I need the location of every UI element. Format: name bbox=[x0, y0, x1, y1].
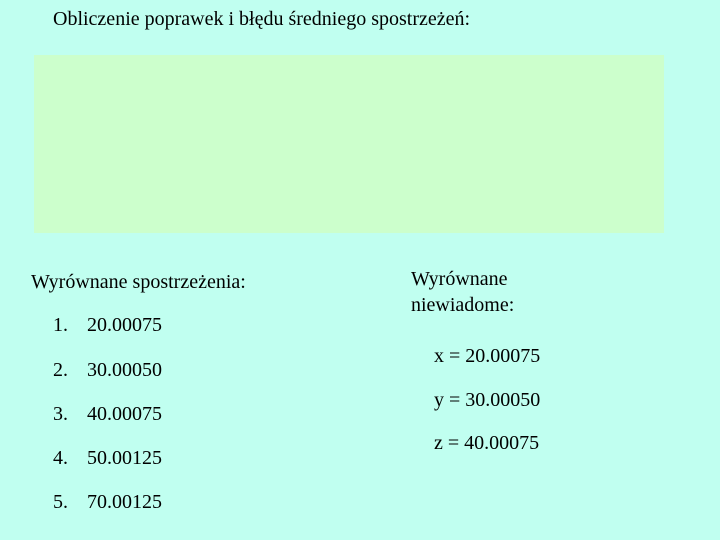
observation-value: 50.00125 bbox=[87, 447, 162, 469]
observation-value: 40.00075 bbox=[87, 403, 162, 425]
observation-item bbox=[53, 491, 162, 514]
observation-item bbox=[53, 359, 162, 382]
unknown-y: y = 30.00050 bbox=[434, 389, 541, 411]
observation-item bbox=[53, 403, 162, 426]
observation-item bbox=[53, 314, 162, 337]
unknowns-heading: Wyrównane niewiadome: bbox=[411, 268, 515, 316]
observation-number: 4. bbox=[53, 447, 68, 469]
observation-number: 1. bbox=[53, 314, 68, 336]
observation-value: 20.00075 bbox=[87, 314, 162, 336]
observation-value: 30.00050 bbox=[87, 359, 162, 381]
unknown-x: x = 20.00075 bbox=[434, 345, 541, 367]
observation-number: 2. bbox=[53, 359, 68, 381]
slide-title: Obliczenie poprawek i błędu średniego spostrzeżeń: bbox=[53, 8, 471, 30]
observation-number: 3. bbox=[53, 403, 68, 425]
observation-item bbox=[53, 447, 162, 470]
observations-heading: Wyrównane spostrzeżenia: bbox=[31, 271, 246, 293]
observation-number: 5. bbox=[53, 491, 68, 513]
unknown-z: z = 40.00075 bbox=[434, 432, 540, 454]
observation-value: 70.00125 bbox=[87, 491, 162, 513]
formula-area bbox=[34, 55, 664, 233]
